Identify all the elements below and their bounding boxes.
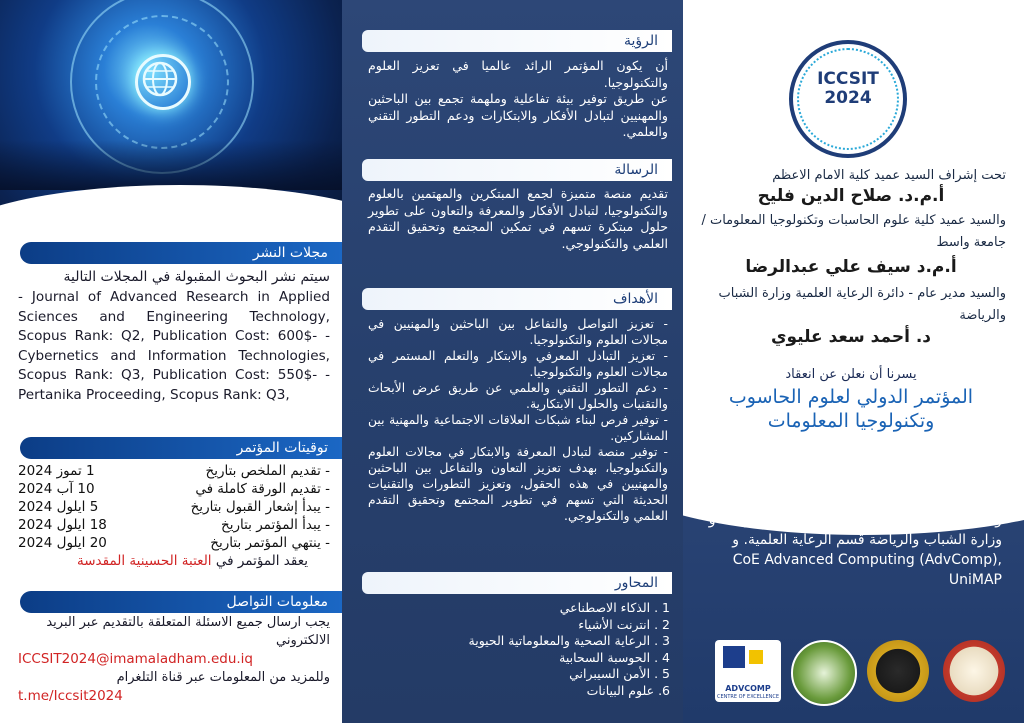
axis-item: 3 . الرعاية الصحية والمعلوماتية الحيوية bbox=[468, 633, 670, 648]
logo-line2: 2024 bbox=[824, 88, 872, 108]
axis-item: 4 . الحوسبة السحابية bbox=[559, 649, 670, 665]
goals-list bbox=[368, 316, 668, 524]
journals-header: مجلات النشر bbox=[20, 242, 342, 264]
vision-text bbox=[368, 58, 668, 141]
globe-icon bbox=[135, 54, 191, 110]
date-row bbox=[18, 480, 330, 498]
dates-header: توقيتات المؤتمر bbox=[20, 437, 342, 459]
logo-text bbox=[789, 70, 907, 108]
university-seal-logo bbox=[791, 640, 857, 706]
director-name: د. أحمد سعد عليوي bbox=[770, 327, 932, 347]
axis-item: 1 . الذكاء الاصطناعي bbox=[559, 600, 670, 615]
dates-list bbox=[18, 462, 330, 571]
logo-line1: ICCSIT bbox=[817, 69, 879, 89]
goal-item: - دعم التطور التقني والعلمي عن طريق عرض الأبحاث والتقنيات والحلول الابتكارية. bbox=[368, 381, 668, 411]
audience-silhouette bbox=[0, 140, 342, 190]
date-value: 5 ايلول 2024 bbox=[18, 499, 99, 515]
date-label: - يبدأ المؤتمر بتاريخ bbox=[220, 517, 330, 533]
conference-title-1: المؤتمر الدولي لعلوم الحاسوب bbox=[728, 386, 974, 408]
vision-p1: أن يكون المؤتمر الرائد عالميا في تعزيز العلوم والتكنولوجيا. bbox=[368, 58, 668, 90]
contact-header: معلومات التواصل bbox=[20, 591, 342, 613]
axis-item: 5 . الأمن السيبراني bbox=[569, 666, 670, 681]
director-role: والسيد مدير عام - دائرة الرعاية العلمية وزارة الشباب والرياضة bbox=[718, 286, 1006, 323]
college-emblem-logo bbox=[867, 640, 929, 702]
journals-list: - Journal of Advanced Research in Applied Sciences and Engineering Technology, Scopus Rank: Q2, Publication Cost: 600$- -Cybernetics and Information Technologies, Scopus Rank: Q3, Publication Cost: 550$- - Pertanika Proceeding, Scopus Rank: Q3, bbox=[18, 289, 330, 403]
date-row bbox=[18, 462, 330, 480]
advcomp-sub: CENTRE OF EXCELLENCE bbox=[716, 694, 780, 700]
venue-name: العتبة الحسينية المقدسة bbox=[77, 553, 212, 569]
dean-name-1: أ.م.د. صلاح الدين فليح bbox=[757, 186, 945, 206]
partner-logos bbox=[715, 640, 1015, 710]
goals-header: الأهداف bbox=[362, 288, 672, 310]
patronage-text: تحت إشراف السيد عميد كلية الامام الاعظم bbox=[772, 168, 1006, 183]
axes-header: المحاور bbox=[362, 572, 672, 594]
advcomp-logo bbox=[715, 640, 781, 702]
date-row bbox=[18, 498, 330, 516]
axes-list bbox=[370, 600, 670, 699]
ministry-logo bbox=[943, 640, 1005, 702]
telegram-text: وللمزيد من المعلومات عبر قناة التلغرام bbox=[116, 670, 330, 685]
axis-item: 6. علوم البيانات bbox=[586, 682, 670, 698]
date-label: - تقديم الورقة كاملة في bbox=[195, 481, 330, 497]
date-value: 1 تموز 2024 bbox=[18, 463, 95, 479]
date-label: - يبدأ إشعار القبول بتاريخ bbox=[190, 499, 330, 515]
dean-role-2: والسيد عميد كلية علوم الحاسبات وتكنولوجيا المعلومات /جامعة واسط bbox=[701, 213, 1006, 250]
journals-intro: سيتم نشر البحوث المقبولة في المجلات التالية bbox=[63, 269, 330, 285]
goal-item: - تعزيز التواصل والتفاعل بين الباحثين والمهنيين في مجالات العلوم والتكنولوجيا. bbox=[368, 317, 668, 347]
goal-item: - توفير منصة لتبادل المعرفة والابتكار في مجالات العلوم والتكنولوجيا، بهدف تعزيز التعاون والتفاعل بين الباحثين والمهنيين في هذه الحقول، وتعزيز التطورات والتقنيات الحديثة التي تسهم في تطوير المجتمع وتحقيق التقدم العلمي والتكنولوجي. bbox=[368, 445, 668, 523]
announce-text: يسرنا أن نعلن عن انعقاد bbox=[785, 367, 917, 382]
right-panel bbox=[683, 0, 1024, 723]
vision-header: الرؤية bbox=[362, 30, 672, 52]
contact-email[interactable]: ICCSIT2024@imamaladham.edu.iq bbox=[18, 651, 253, 667]
organizers-text: الذي تنظمه كلية الإمام الأعظم الجامعة وجامعة واسط/كلية علوم الحاسوب وتكنولوجيا المعلومات و وزارة الشباب والرياضة قسم الرعاية العلمية. و CoE Advanced Computing (AdvComp), UniMAP bbox=[708, 492, 1002, 588]
date-value: 20 ايلول 2024 bbox=[18, 535, 107, 551]
date-value: 10 آب 2024 bbox=[18, 481, 95, 497]
goal-item: - توفير فرص لبناء شبكات العلاقات الاجتماعية والمهنية بين المشاركين. bbox=[368, 413, 668, 443]
telegram-link[interactable]: t.me/Iccsit2024 bbox=[18, 688, 123, 704]
mission-header: الرسالة bbox=[362, 159, 672, 181]
axis-item: 2 . انترنت الأشياء bbox=[578, 616, 670, 632]
conference-title-2: وتكنولوجيا المعلومات bbox=[767, 410, 935, 432]
date-value: 18 ايلول 2024 bbox=[18, 517, 107, 533]
middle-panel bbox=[342, 0, 683, 723]
contact-text: يجب ارسال جميع الاسئلة المتعلقة بالتقديم عبر البريد الالكتروني bbox=[46, 615, 330, 648]
mission-text: تقديم منصة متميزة لجمع المبتكرين والمهتمين بالعلوم والتكنولوجيا، لتبادل الأفكار والمعرفة والتعاون على تطوير حلول مبتكرة تسهم في تمكين المجتمع وتحقيق التقدم العلمي والتكنولوجي. bbox=[368, 186, 668, 251]
date-row bbox=[18, 534, 330, 552]
venue-prefix: يعقد المؤتمر في bbox=[215, 553, 308, 569]
goal-item: - تعزيز التبادل المعرفي والابتكار والتعلم المستمر في مجالات العلوم والتكنولوجيا. bbox=[368, 349, 668, 379]
date-label: - تقديم الملخص بتاريخ bbox=[205, 463, 330, 479]
date-row bbox=[18, 516, 330, 534]
dean-name-2: أ.م.د سيف علي عبدالرضا bbox=[745, 257, 957, 277]
date-label: - ينتهي المؤتمر بتاريخ bbox=[210, 535, 330, 551]
left-panel bbox=[0, 0, 342, 723]
vision-p2: عن طريق توفير بيئة تفاعلية وملهمة تجمع بين الباحثين والمهنيين لتبادل الأفكار والابتكارات ودعم التطور التقني والعلمي. bbox=[368, 91, 668, 139]
venue-line bbox=[18, 552, 330, 571]
advcomp-label: ADVCOMP bbox=[725, 684, 771, 693]
